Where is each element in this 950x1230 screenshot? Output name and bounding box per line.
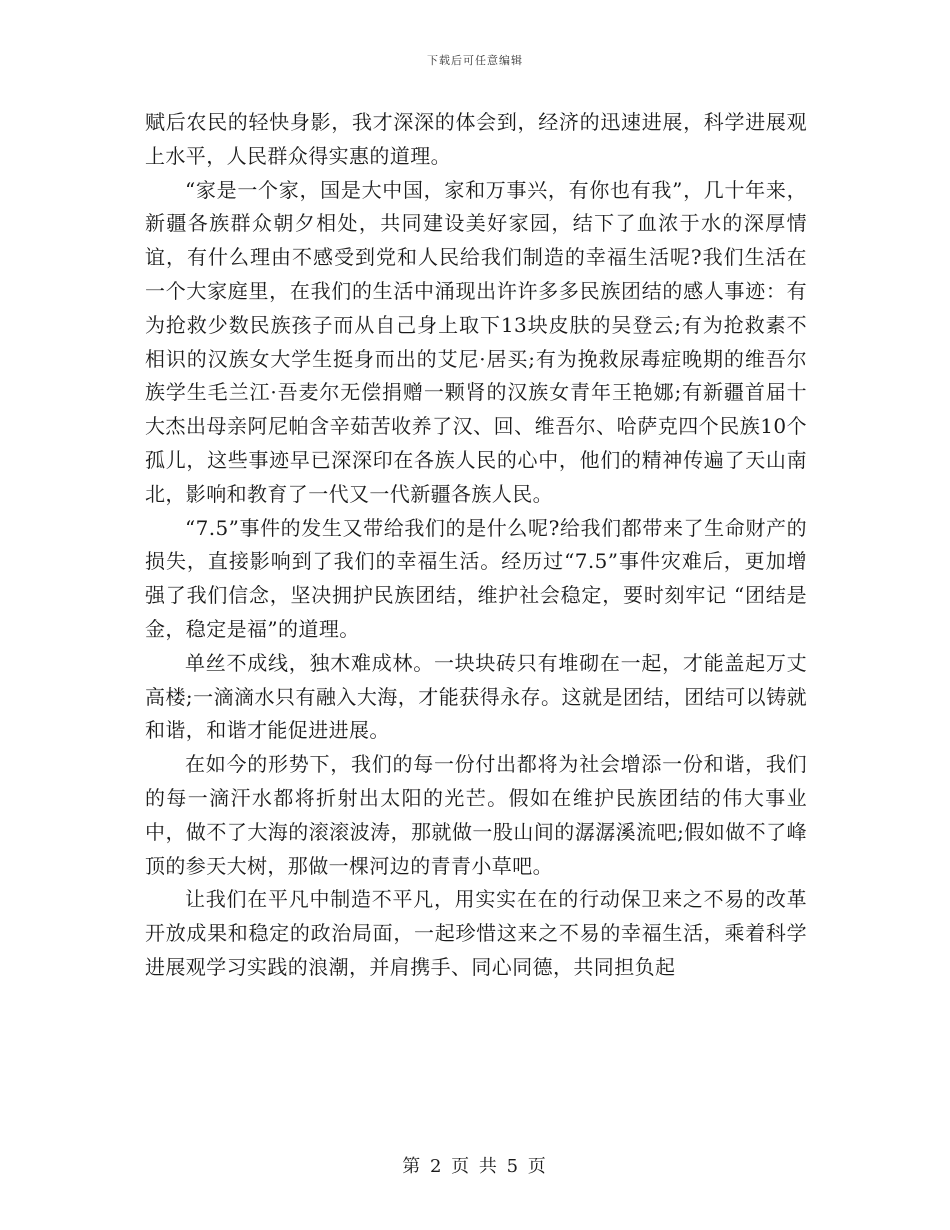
page-footer: 第 2 页 共 5 页 [402, 1156, 548, 1177]
paragraph-4: 单丝不成线，独木难成林。一块块砖只有堆砌在一起，才能盖起万丈高楼;一滴滴水只有融入大海，才能获得永存。这就是团结，团结可以铸就和谐，和谐才能促进进展。 [145, 650, 807, 743]
paragraph-1: 赋后农民的轻快身影，我才深深的体会到，经济的迅速进展，科学进展观上水平，人民群众得实惠的道理。 [145, 110, 807, 168]
paragraph-2: “家是一个家，国是大中国，家和万事兴，有你也有我”，几十年来，新疆各族群众朝夕相处，共同建设美好家园，结下了血浓于水的深厚情谊，有什么理由不感受到党和人民给我们制造的幸福生活呢?我们生活在一个大家庭里，在我们的生活中涌现出许许多多民族团结的感人事迹：有为抢救少数民族孩子而从自己身上取下13块皮肤的吴登云;有为抢救素不相识的汉族女大学生挺身而出的艾尼·居买;有为挽救尿毒症晚期的维吾尔族学生毛兰江·吾麦尔无偿捐赠一颗肾的汉族女青年王艳娜;有新疆首届十大杰出母亲阿尼帕含辛茹苦收养了汉、回、维吾尔、哈萨克四个民族10个孤儿，这些事迹早已深深印在各族人民的心中，他们的精神传遍了天山南北，影响和教育了一代又一代新疆各族人民。 [145, 177, 807, 506]
paragraph-3: “7.5”事件的发生又带给我们的是什么呢?给我们都带来了生命财产的损失，直接影响到了我们的幸福生活。经历过“7.5”事件灾难后，更加增强了我们信念，坚决拥护民族团结，维护社会稳定，要时刻牢记 “团结是金，稳定是福”的道理。 [145, 515, 807, 641]
document-body [145, 106, 807, 985]
paragraph-6: 让我们在平凡中制造不平凡，用实实在在的行动保卫来之不易的改革开放成果和稳定的政治局面，一起珍惜这来之不易的幸福生活，乘着科学进展观学习实践的浪潮，并肩携手、同心同德，共同担负起 [145, 887, 807, 979]
paragraph-5: 在如今的形势下，我们的每一份付出都将为社会增添一份和谐，我们的每一滴汗水都将折射出太阳的光芒。假如在维护民族团结的伟大事业中，做不了大海的滚滚波涛，那就做一股山间的潺潺溪流吧;假如做不了峰顶的参天大树，那做一棵河边的青青小草吧。 [145, 752, 807, 878]
page-header: 下载后可任意编辑 [427, 54, 523, 67]
